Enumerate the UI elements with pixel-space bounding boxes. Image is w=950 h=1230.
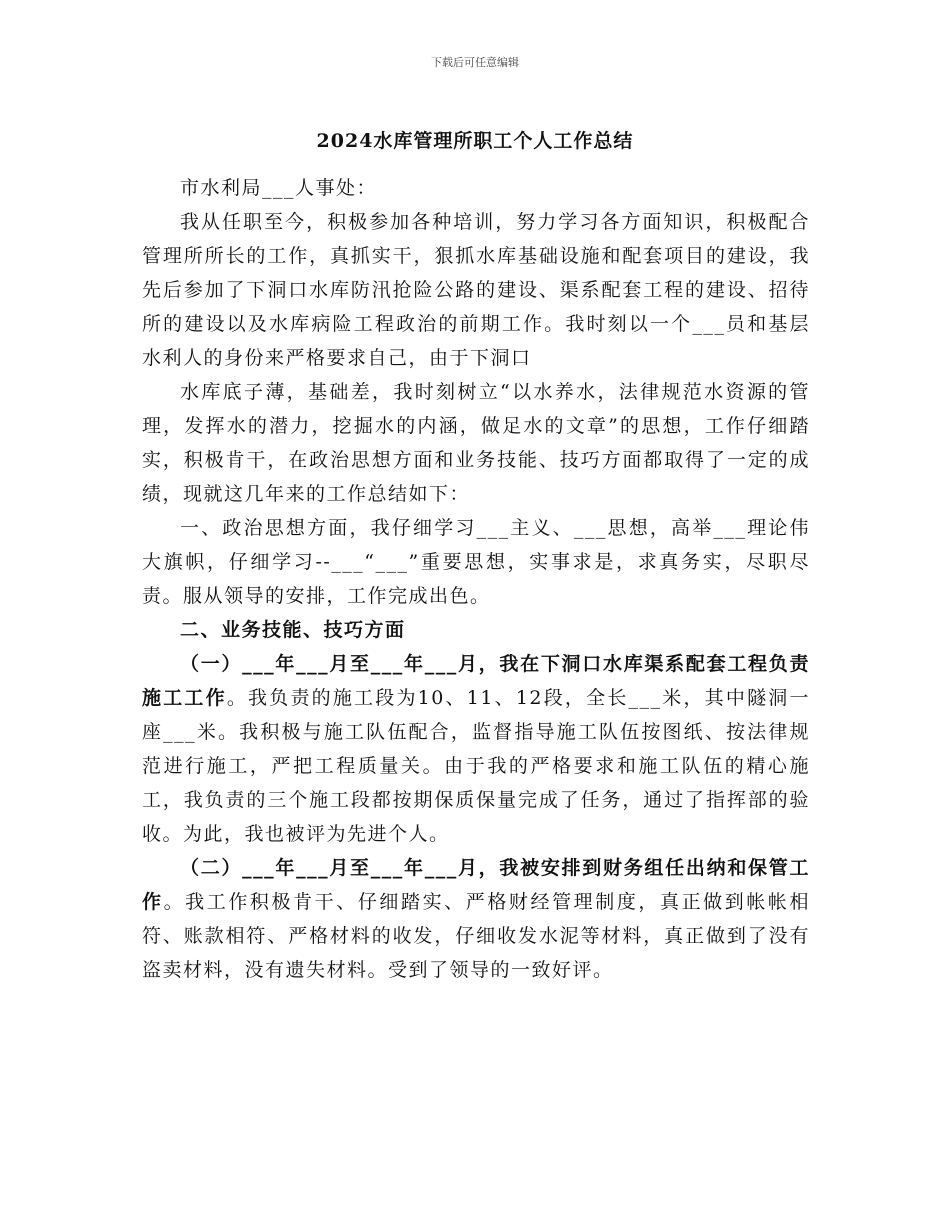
paragraph-political: 一、政治思想方面，我仔细学习___主义、___思想，高举___理论伟大旗帜，仔细学习--___“___”重要思想，实事求是，求真务实，尽职尽责。服从领导的安排，工作完成出色。 [142,517,810,607]
header-note: 下载后可任意编辑 [431,56,519,69]
paragraph-construction-body: 。我负责的施工段为10、11、12段，全长___米，其中隧洞一座___米。我积极与施工队伍配合，监督指导施工队伍按图纸、按法律规范进行施工，严把工程质量关。由于我的严格要求和施工队伍的精心施工，我负责的三个施工段都按期保质保量完成了任务，通过了指挥部的验收。为此，我也被评为先进个人。 [142,687,810,845]
paragraph-finance-lead: （二）___年___月至___年___月，我被安排到财务组任出纳和保管工作 [142,857,810,913]
document-title: 2024水库管理所职工个人工作总结 [316,130,634,152]
paragraph-finance-body: 。我工作积极肯干、仔细踏实、严格财经管理制度，真正做到帐帐相符、账款相符、严格材料的收发，仔细收发水泥等材料，真正做到了没有盗卖材料，没有遗失材料。受到了领导的一致好评。 [142,891,810,981]
paragraph-intro: 我从任职至今，积极参加各种培训，努力学习各方面知识，积极配合管理所所长的工作，真抓实干，狠抓水库基础设施和配套项目的建设，我先后参加了下洞口水库防汛抢险公路的建设、渠系配套工程的建设、招待所的建设以及水库病险工程政治的前期工作。我时刻以一个___员和基层水利人的身份来严格要求自己，由于下洞口 [142,211,810,369]
paragraph-finance [142,851,810,987]
salutation: 市水利局___人事处： [180,177,378,199]
paragraph-construction-lead: （一）___年___月至___年___月，我在下洞口水库渠系配套工程负责施工工作 [142,653,810,709]
paragraph-construction [142,647,810,851]
section-heading-skills: 二、业务技能、技巧方面 [180,619,406,641]
document-body [142,171,810,987]
paragraph-foundation: 水库底子薄，基础差，我时刻树立“以水养水，法律规范水资源的管理，发挥水的潜力，挖掘水的内涵，做足水的文章”的思想，工作仔细踏实，积极肯干，在政治思想方面和业务技能、技巧方面都取得了一定的成绩，现就这几年来的工作总结如下： [142,381,810,505]
